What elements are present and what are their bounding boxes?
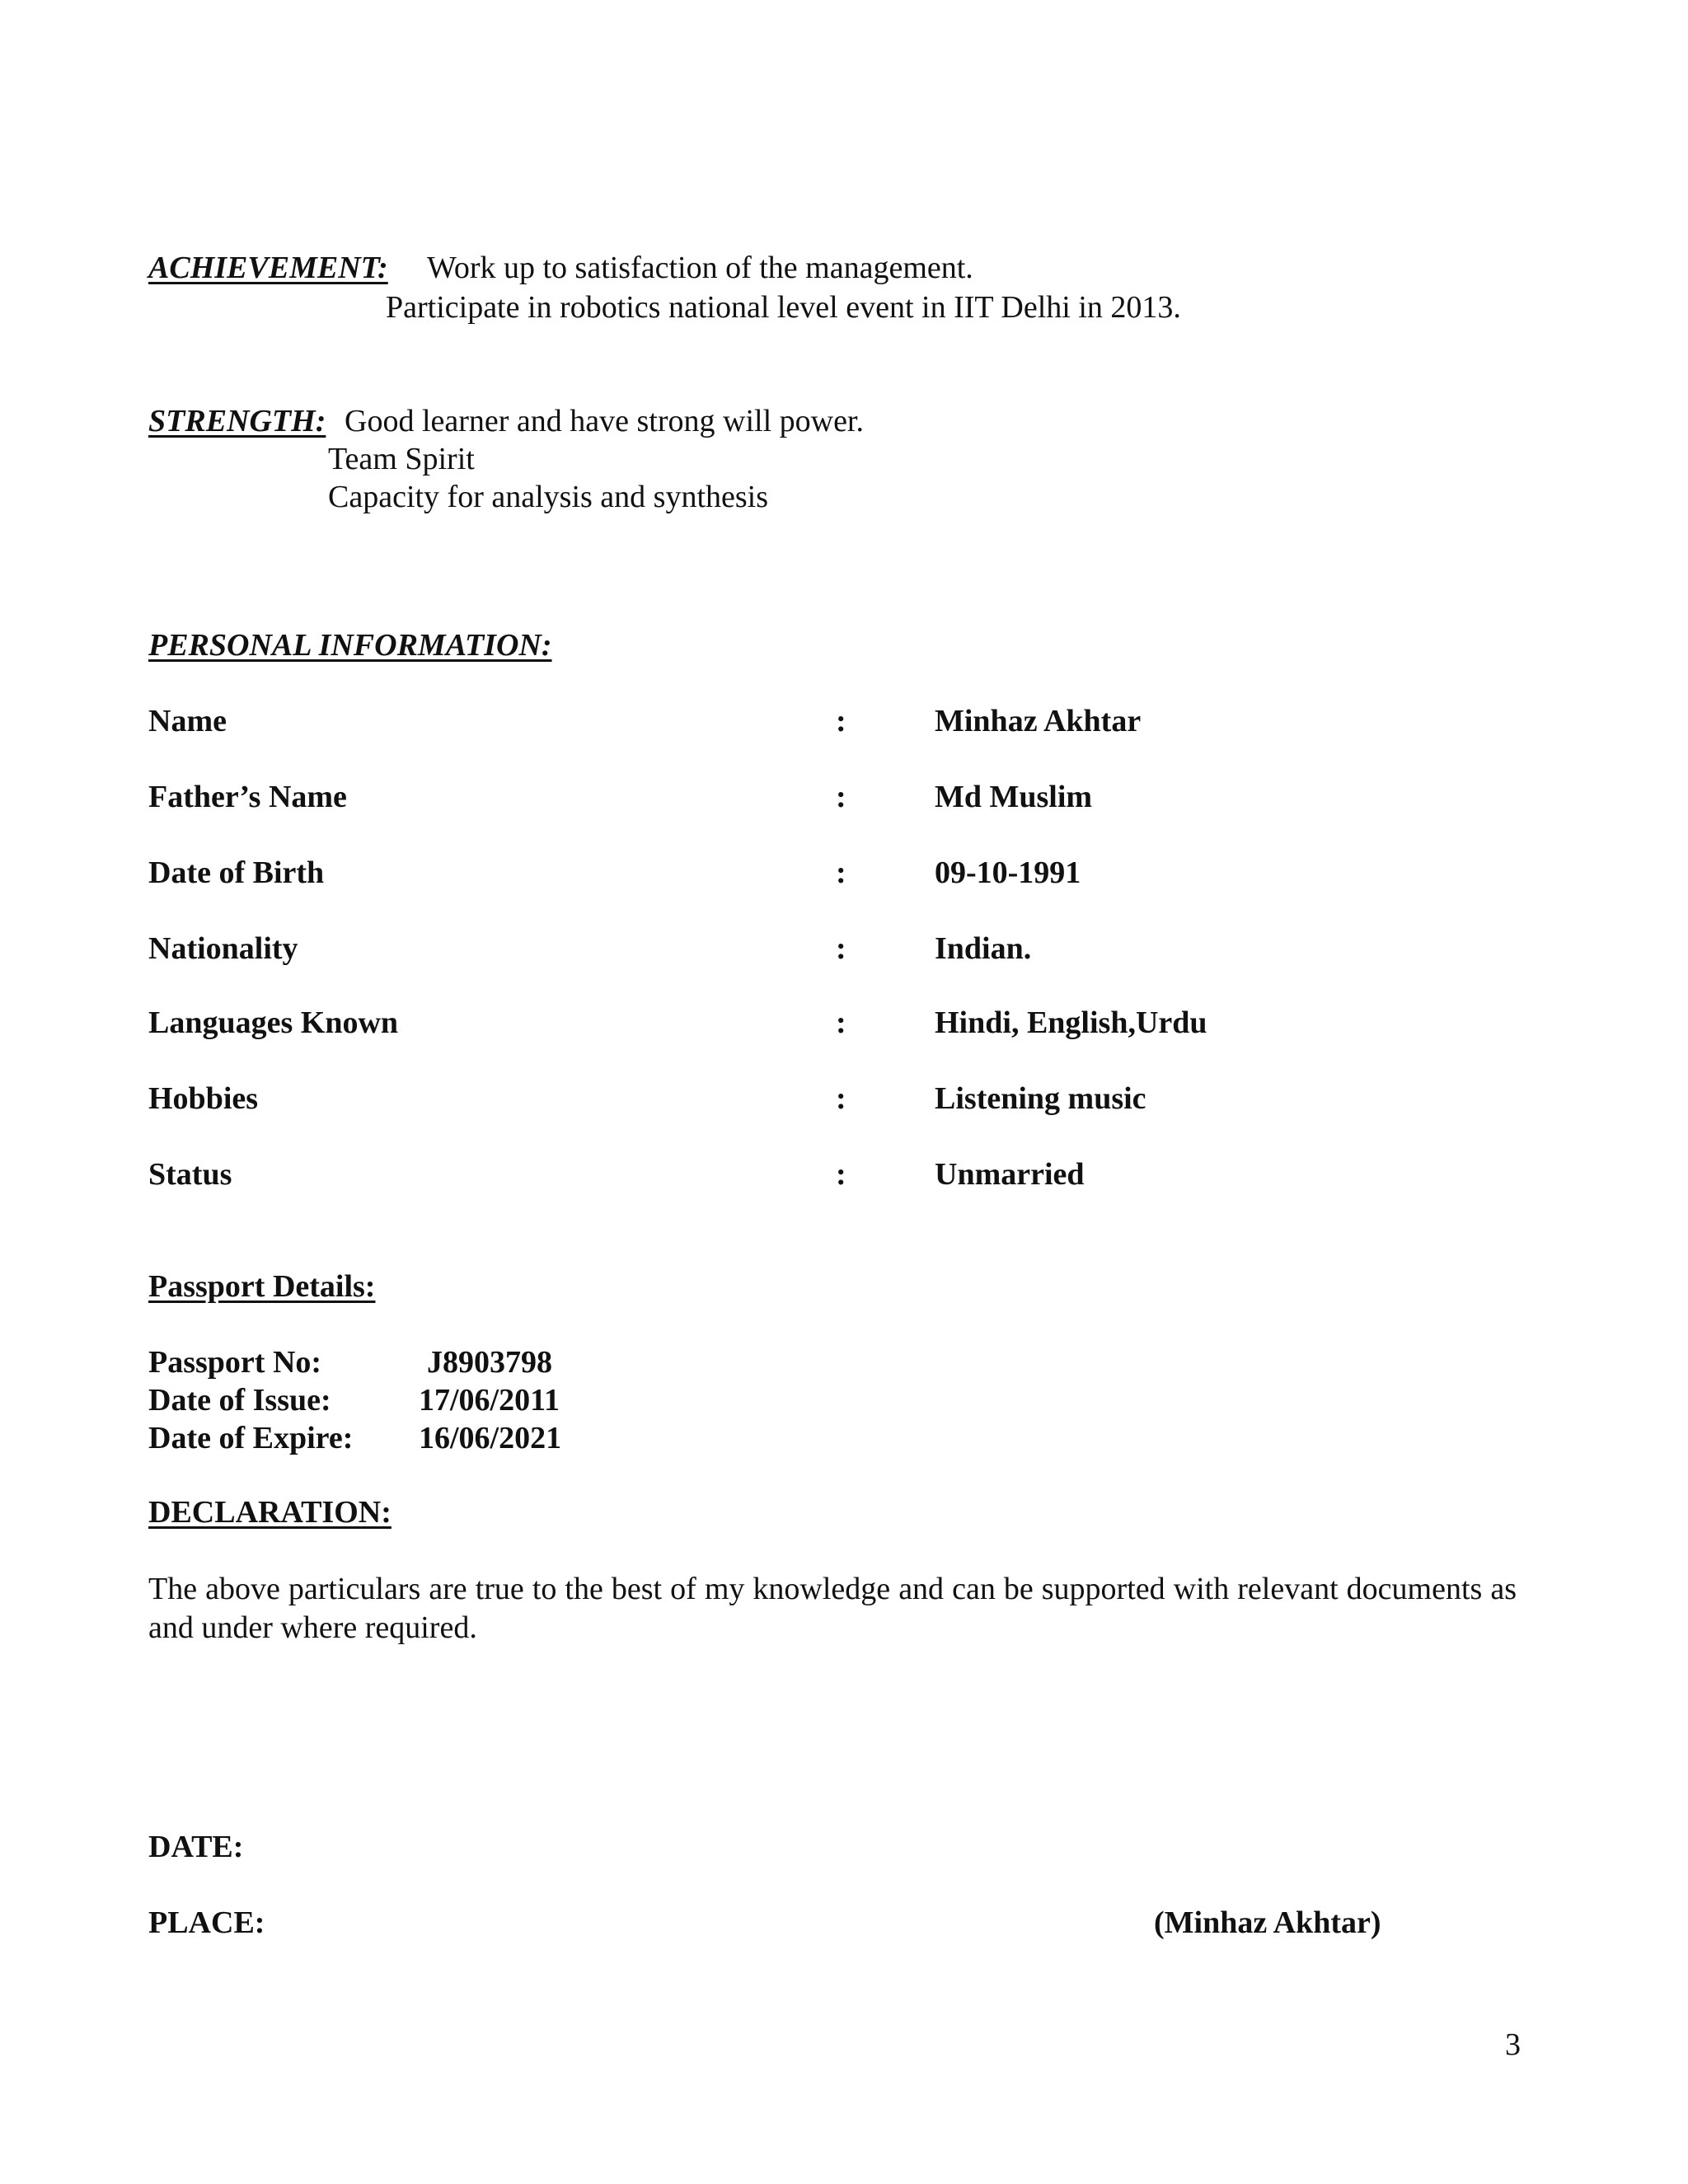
personal-label-name: Name [148, 704, 227, 738]
declaration-text: The above particulars are true to the best of my knowledge and can be supported with relevant documents as and under where required. [148, 1572, 1517, 1645]
passport-value-number: J8903798 [427, 1345, 552, 1380]
personal-sep-name: : [836, 704, 846, 738]
strength-line-3: Capacity for analysis and synthesis [328, 480, 769, 514]
personal-sep-status: : [836, 1157, 846, 1192]
personal-value-nationality: Indian. [935, 931, 1032, 966]
personal-sep-languages: : [836, 1005, 846, 1040]
passport-label-issue: Date of Issue: [148, 1383, 331, 1418]
strength-line-2: Team Spirit [328, 442, 475, 476]
achievement-line-1: Work up to satisfaction of the management. [427, 251, 973, 285]
personal-value-father: Md Muslim [935, 780, 1093, 814]
personal-value-name: Minhaz Akhtar [935, 704, 1142, 738]
personal-label-nationality: Nationality [148, 931, 298, 966]
personal-sep-father: : [836, 780, 846, 814]
personal-label-dob: Date of Birth [148, 855, 325, 890]
achievement-heading: ACHIEVEMENT: [148, 251, 388, 285]
strength-line-1: Good learner and have strong will power. [345, 404, 864, 438]
passport-value-issue: 17/06/2011 [419, 1383, 560, 1418]
passport-label-expire: Date of Expire: [148, 1421, 354, 1455]
personal-sep-hobbies: : [836, 1081, 846, 1116]
place-label: PLACE: [148, 1905, 265, 1940]
strength-heading: STRENGTH: [148, 404, 326, 438]
personal-sep-dob: : [836, 855, 846, 890]
passport-label-number: Passport No: [148, 1345, 322, 1380]
personal-value-dob: 09-10-1991 [935, 855, 1081, 890]
personal-value-hobbies: Listening music [935, 1081, 1146, 1116]
personal-value-languages: Hindi, English,Urdu [935, 1005, 1207, 1040]
passport-value-expire: 16/06/2021 [419, 1421, 562, 1455]
personal-sep-nationality: : [836, 931, 846, 966]
declaration-heading: DECLARATION: [148, 1495, 392, 1530]
personal-label-father: Father’s Name [148, 780, 347, 814]
page-number: 3 [1505, 2027, 1521, 2062]
passport-heading: Passport Details: [148, 1269, 376, 1304]
signature-name: (Minhaz Akhtar) [1154, 1905, 1381, 1940]
date-label: DATE: [148, 1830, 244, 1864]
personal-info-heading: PERSONAL INFORMATION: [148, 628, 552, 663]
personal-value-status: Unmarried [935, 1157, 1085, 1192]
personal-label-hobbies: Hobbies [148, 1081, 259, 1116]
personal-label-languages: Languages Known [148, 1005, 399, 1040]
achievement-line-2: Participate in robotics national level event in IIT Delhi in 2013. [386, 290, 1181, 325]
personal-label-status: Status [148, 1157, 232, 1192]
